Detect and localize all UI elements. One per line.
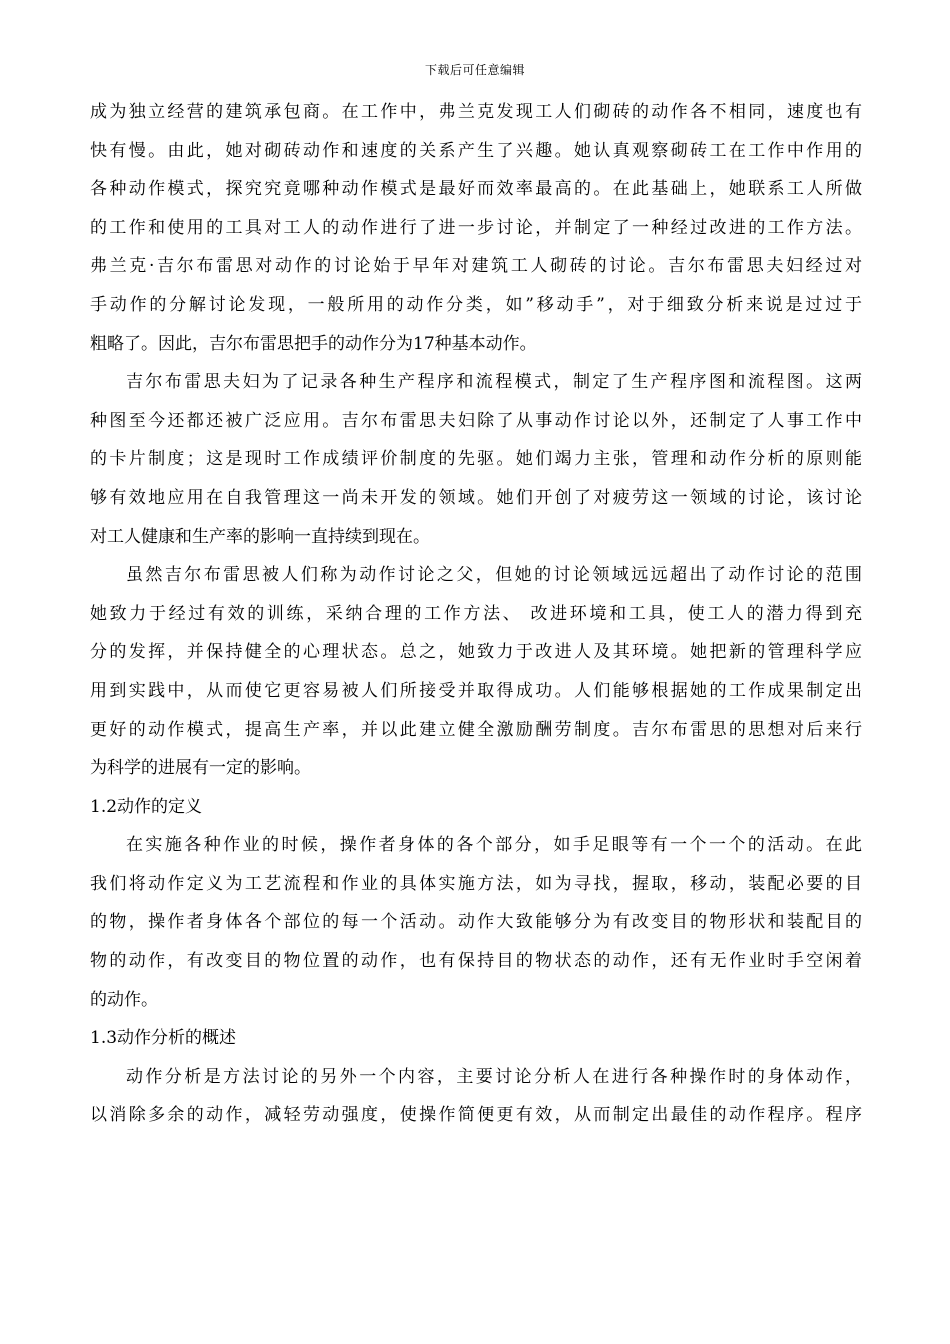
paragraph — [90, 556, 862, 788]
text-line: 快有慢。由此，她对砌砖动作和速度的关系产生了兴趣。她认真观察砌砖工在工作中作用的 — [90, 140, 862, 161]
text-line: 在实施各种作业的时候，操作者身体的各个部分，如手足眼等有一个一个的活动。在此 — [126, 835, 862, 856]
text-line: 吉尔布雷思夫妇为了记录各种生产程序和流程模式，制定了生产程序图和流程图。这两 — [126, 372, 862, 393]
text-line: 为科学的进展有一定的影响。 — [90, 758, 311, 779]
section-heading — [90, 1019, 862, 1058]
text-line: 的卡片制度；这是现时工作成绩评价制度的先驱。她们竭力主张，管理和动作分析的原则能 — [90, 449, 862, 470]
heading-text: 1.3动作分析的概述 — [90, 1028, 237, 1049]
text-line: 的工作和使用的工具对工人的动作进行了进一步讨论，并制定了一种经过改进的工作方法。 — [90, 217, 862, 238]
text-line: 更好的动作模式，提高生产率，并以此建立健全激励酬劳制度。吉尔布雷思的思想对后来行 — [90, 719, 862, 740]
text-line: 用到实践中，从而使它更容易被人们所接受并取得成功。人们能够根据她的工作成果制定出 — [90, 680, 862, 701]
text-line: 分的发挥，并保持健全的心理状态。总之，她致力于改进人及其环境。她把新的管理科学应 — [90, 642, 862, 663]
text-line: 弗兰克·吉尔布雷思对动作的讨论始于早年对建筑工人砌砖的讨论。吉尔布雷思夫妇经过对 — [90, 256, 862, 277]
paragraph — [90, 93, 862, 363]
section-heading — [90, 788, 862, 827]
text-line: 虽然吉尔布雷思被人们称为动作讨论之父，但她的讨论领域远远超出了动作讨论的范围 — [126, 565, 862, 586]
text-line: 成为独立经营的建筑承包商。在工作中，弗兰克发现工人们砌砖的动作各不相同，速度也有 — [90, 102, 862, 122]
text-line: 以消除多余的动作，减轻劳动强度，使操作简便更有效，从而制定出最佳的动作程序。程序 — [90, 1105, 862, 1126]
text-line: 我们将动作定义为工艺流程和作业的具体实施方法，如为寻找，握取，移动，装配必要的目 — [90, 873, 862, 894]
text-line: 粗略了。因此，吉尔布雷思把手的动作分为17种基本动作。 — [90, 333, 537, 354]
text-line: 的物，操作者身体各个部位的每一个活动。动作大致能够分为有改变目的物形状和装配目的 — [90, 912, 862, 933]
text-line: 的动作。 — [90, 989, 158, 1010]
text-line: 各种动作模式，探究究竟哪种动作模式是最好而效率最高的。在此基础上，她联系工人所做 — [90, 179, 862, 200]
text-line: 够有效地应用在自我管理这一尚未开发的领域。她们开创了对疲劳这一领域的讨论，该讨论 — [90, 487, 862, 508]
text-line: 物的动作，有改变目的物位置的动作，也有保持目的物状态的动作，还有无作业时手空闲着 — [90, 951, 862, 972]
text-line: 动作分析是方法讨论的另外一个内容，主要讨论分析人在进行各种操作时的身体动作， — [126, 1066, 862, 1087]
paragraph — [90, 826, 862, 1019]
paragraph — [90, 363, 862, 556]
text-line: 手动作的分解讨论发现，一般所用的动作分类，如”移动手”，对于细致分析来说是过过于 — [90, 294, 862, 315]
text-line: 对工人健康和生产率的影响一直持续到现在。 — [90, 526, 430, 547]
text-line: 种图至今还都还被广泛应用。吉尔布雷思夫妇除了从事动作讨论以外，还制定了人事工作中 — [90, 410, 862, 431]
text-line: 她致力于经过有效的训练，采纳合理的工作方法、 改进环境和工具，使工人的潜力得到充 — [90, 603, 862, 624]
page-header: 下载后可任意编辑 — [424, 63, 525, 77]
paragraph — [90, 1058, 862, 1135]
document-body — [90, 93, 862, 1135]
heading-text: 1.2动作的定义 — [90, 796, 203, 817]
